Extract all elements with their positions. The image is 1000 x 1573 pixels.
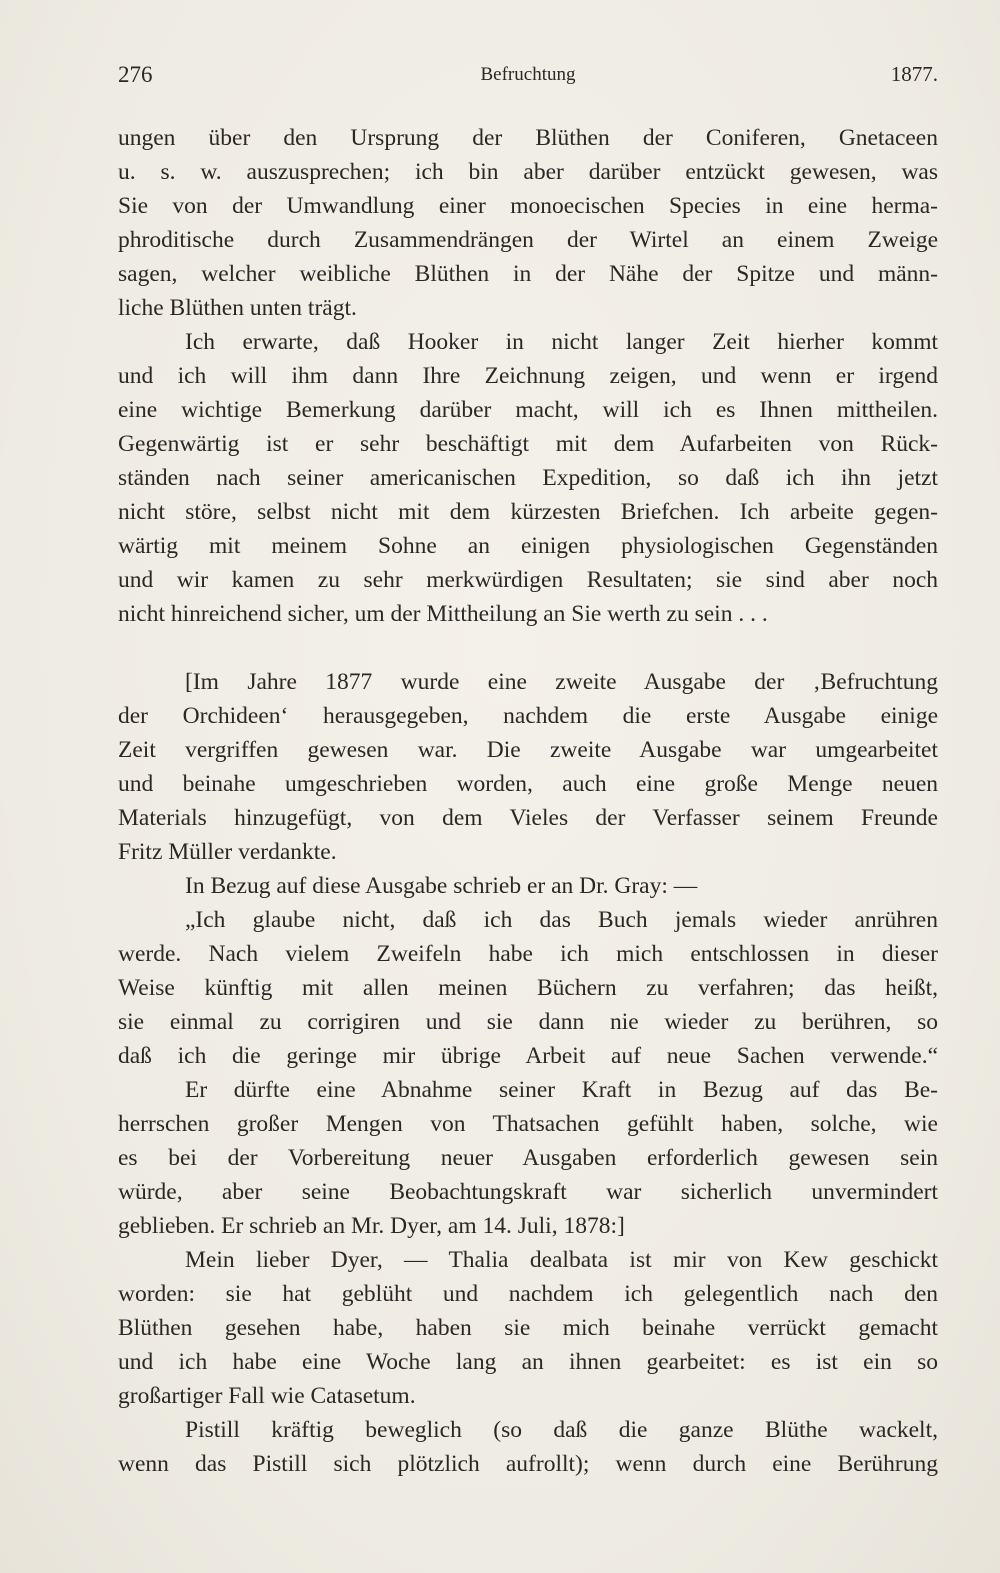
text-line: phroditische durch Zusammendrängen der Wirtel an einem Zweige bbox=[118, 227, 938, 253]
text-line: Blüthen gesehen habe, haben sie mich beinahe verrückt gemacht bbox=[118, 1315, 938, 1341]
text-line: Zeit vergriffen gewesen war. Die zweite Ausgabe war umgearbeitet bbox=[118, 737, 938, 763]
text-line: sagen, welcher weibliche Blüthen in der Nähe der Spitze und männ- bbox=[118, 261, 938, 287]
paragraph-gap bbox=[118, 631, 938, 665]
text-line: wärtig mit meinem Sohne an einigen physiologischen Gegenständen bbox=[118, 533, 938, 559]
text-line: und ich habe eine Woche lang an ihnen gearbeitet: es ist ein so bbox=[118, 1349, 938, 1375]
text-line: liche Blüthen unten trägt. bbox=[118, 295, 357, 321]
text-line: ständen nach seiner americanischen Expedition, so daß ich ihn jetzt bbox=[118, 465, 938, 491]
text-line: worden: sie hat geblüht und nachdem ich gelegentlich nach den bbox=[118, 1281, 938, 1307]
page-number: 276 bbox=[118, 62, 153, 87]
text-line: nicht störe, selbst nicht mit dem kürzesten Briefchen. Ich arbeite gegen- bbox=[118, 499, 938, 525]
text-line: daß ich die geringe mir übrige Arbeit auf neue Sachen verwende.“ bbox=[118, 1043, 938, 1069]
text-line: eine wichtige Bemerkung darüber macht, will ich es Ihnen mittheilen. bbox=[118, 397, 938, 423]
text-line: nicht hinreichend sicher, um der Mittheilung an Sie werth zu sein . . . bbox=[118, 601, 768, 627]
body-text bbox=[118, 121, 938, 1481]
text-line: Er dürfte eine Abnahme seiner Kraft in Bezug auf das Be- bbox=[185, 1077, 938, 1103]
text-line: sie einmal zu corrigiren und sie dann nie wieder zu berühren, so bbox=[118, 1009, 938, 1035]
text-line: wenn das Pistill sich plötzlich aufrollt); wenn durch eine Berührung bbox=[118, 1451, 938, 1477]
text-line: geblieben. Er schrieb an Mr. Dyer, am 14. Juli, 1878:] bbox=[118, 1213, 625, 1239]
text-line: würde, aber seine Beobachtungskraft war sicherlich unvermindert bbox=[118, 1179, 938, 1205]
text-line: und beinahe umgeschrieben worden, auch eine große Menge neuen bbox=[118, 771, 938, 797]
page-header bbox=[118, 62, 938, 94]
text-line: großartiger Fall wie Catasetum. bbox=[118, 1383, 416, 1409]
text-line: der Orchideen‘ herausgegeben, nachdem die erste Ausgabe einige bbox=[118, 703, 938, 729]
text-line: „Ich glaube nicht, daß ich das Buch jemals wieder anrühren bbox=[185, 907, 938, 933]
text-line: herrschen großer Mengen von Thatsachen gefühlt haben, solche, wie bbox=[118, 1111, 938, 1137]
text-line: [Im Jahre 1877 wurde eine zweite Ausgabe der ‚Befruchtung bbox=[185, 669, 938, 695]
text-line: Materials hinzugefügt, von dem Vieles der Verfasser seinem Freunde bbox=[118, 805, 938, 831]
text-line: und wir kamen zu sehr merkwürdigen Resultaten; sie sind aber noch bbox=[118, 567, 938, 593]
header-year: 1877. bbox=[890, 62, 938, 86]
text-line: werde. Nach vielem Zweifeln habe ich mich entschlossen in dieser bbox=[118, 941, 938, 967]
text-line: Weise künftig mit allen meinen Büchern zu verfahren; das heißt, bbox=[118, 975, 938, 1001]
text-line: In Bezug auf diese Ausgabe schrieb er an Dr. Gray: — bbox=[185, 873, 698, 899]
text-line: Fritz Müller verdankte. bbox=[118, 839, 337, 865]
text-line: u. s. w. auszusprechen; ich bin aber darüber entzückt gewesen, was bbox=[118, 159, 938, 185]
running-title: Befruchtung bbox=[480, 64, 576, 85]
text-line: Ich erwarte, daß Hooker in nicht langer Zeit hierher kommt bbox=[185, 329, 938, 355]
text-line: ungen über den Ursprung der Blüthen der Coniferen, Gnetaceen bbox=[118, 125, 938, 151]
text-line: Gegenwärtig ist er sehr beschäftigt mit dem Aufarbeiten von Rück- bbox=[118, 431, 938, 457]
text-line: und ich will ihm dann Ihre Zeichnung zeigen, und wenn er irgend bbox=[118, 363, 938, 389]
text-line: es bei der Vorbereitung neuer Ausgaben erforderlich gewesen sein bbox=[118, 1145, 938, 1171]
text-line: Mein lieber Dyer, — Thalia dealbata ist mir von Kew geschickt bbox=[185, 1247, 938, 1273]
text-line: Sie von der Umwandlung einer monoecischen Species in eine herma- bbox=[118, 193, 938, 219]
text-line: Pistill kräftig beweglich (so daß die ganze Blüthe wackelt, bbox=[185, 1417, 938, 1443]
